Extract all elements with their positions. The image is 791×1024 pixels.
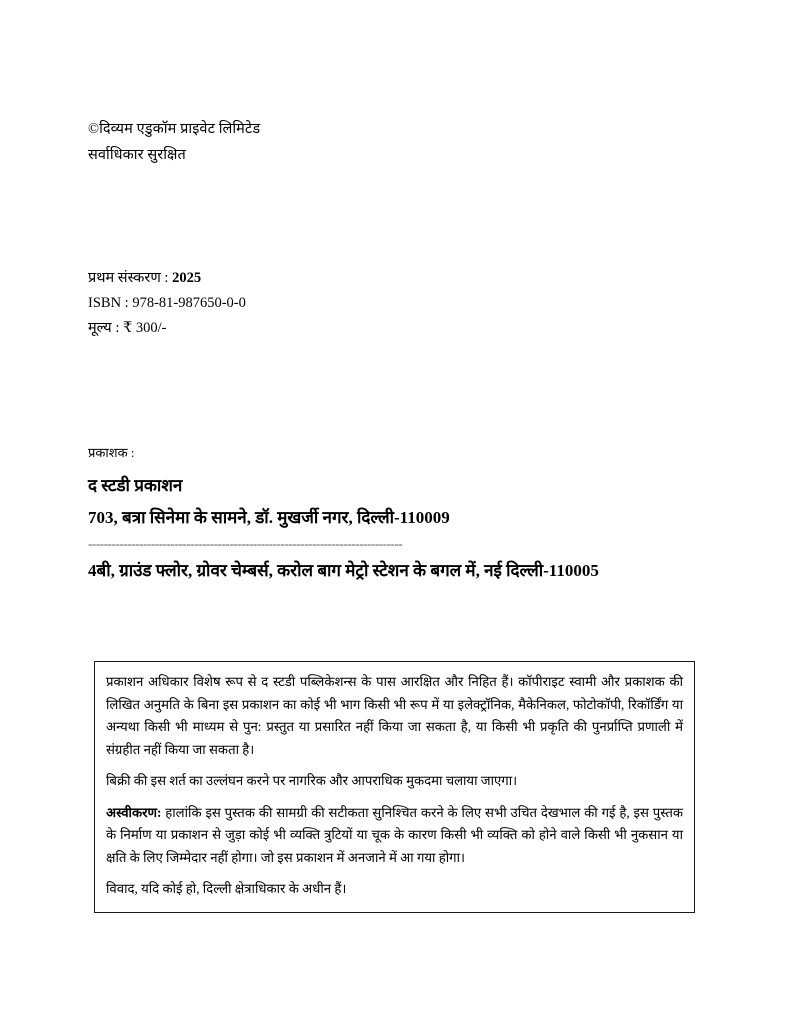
rights-reserved-line: सर्वाधिकार सुरक्षित — [88, 147, 186, 163]
publisher-label: प्रकाशक : — [88, 445, 135, 460]
legal-notice-box — [94, 661, 695, 913]
legal-paragraph-rights: प्रकाशन अधिकार विशेष रूप से द स्टडी पब्लिकेशन्स के पास आरक्षित और निहित हैं। कॉपीराइट स्वामी और प्रकाशक की लिखित अनुमति के बिना इस प्रकाशन का कोई भी भाग किसी भी रूप में या इलेक्ट्रॉनिक, मैकेनिकल, फोटोकॉपी, रिकॉर्डिंग या अन्यथा किसी भी माध्यम से पुन: प्रस्तुत या प्रसारित नहीं किया जा सकता है, या किसी भी प्रकृति की पुनर्प्राप्ति प्रणाली में संग्रहीत नहीं किया जा सकता है। — [106, 674, 683, 757]
legal-paragraph-penalty: बिक्री की इस शर्त का उल्लंघन करने पर नागरिक और आपराधिक मुकदमा चलाया जाएगा। — [106, 773, 518, 788]
edition-block — [88, 266, 648, 341]
legal-paragraph-disclaimer — [106, 802, 683, 870]
edition-label: प्रथम संस्करण : — [88, 270, 173, 286]
address-separator: -------------------------------------------------------------------------------- — [88, 537, 403, 551]
publisher-address-secondary: 4बी, ग्राउंड फ्लोर, ग्रोवर चेम्बर्स, करोल बाग मेट्रो स्टेशन के बगल में, नई दिल्ली-110005 — [88, 561, 599, 580]
publisher-address-primary: 703, बत्रा सिनेमा के सामने, डॉ. मुखर्जी नगर, दिल्ली-110009 — [88, 508, 450, 527]
disclaimer-text: हालांकि इस पुस्तक की सामग्री की सटीकता सुनिश्चित करने के लिए सभी उचित देखभाल की गई है, इस पुस्तक के निर्माण या प्रकाशन से जुड़ा कोई भी व्यक्ति त्रुटियों या चूक के कारण किसी भी व्यक्ति को होने वाले किसी भी नुकसान या क्षति के लिए जिम्मेदार नहीं होगा। जो इस प्रकाशन में अनजाने में आ गया होगा। — [106, 804, 683, 865]
copyright-owner-line: ©दिव्यम एडुकॉम प्राइवेट लिमिटेड — [88, 121, 261, 137]
publisher-name: द स्टडी प्रकाशन — [88, 476, 183, 495]
publisher-block — [88, 442, 728, 587]
copyright-block — [88, 116, 648, 168]
edition-line — [88, 266, 648, 291]
price-line: मूल्य : ₹ 300/- — [88, 320, 167, 336]
legal-paragraph-jurisdiction: विवाद, यदि कोई हो, दिल्ली क्षेत्राधिकार के अधीन हैं। — [106, 881, 347, 896]
isbn-line: ISBN : 978-81-987650-0-0 — [88, 295, 246, 311]
edition-year: 2025 — [172, 270, 202, 286]
disclaimer-label: अस्वीकरण: — [106, 804, 162, 820]
